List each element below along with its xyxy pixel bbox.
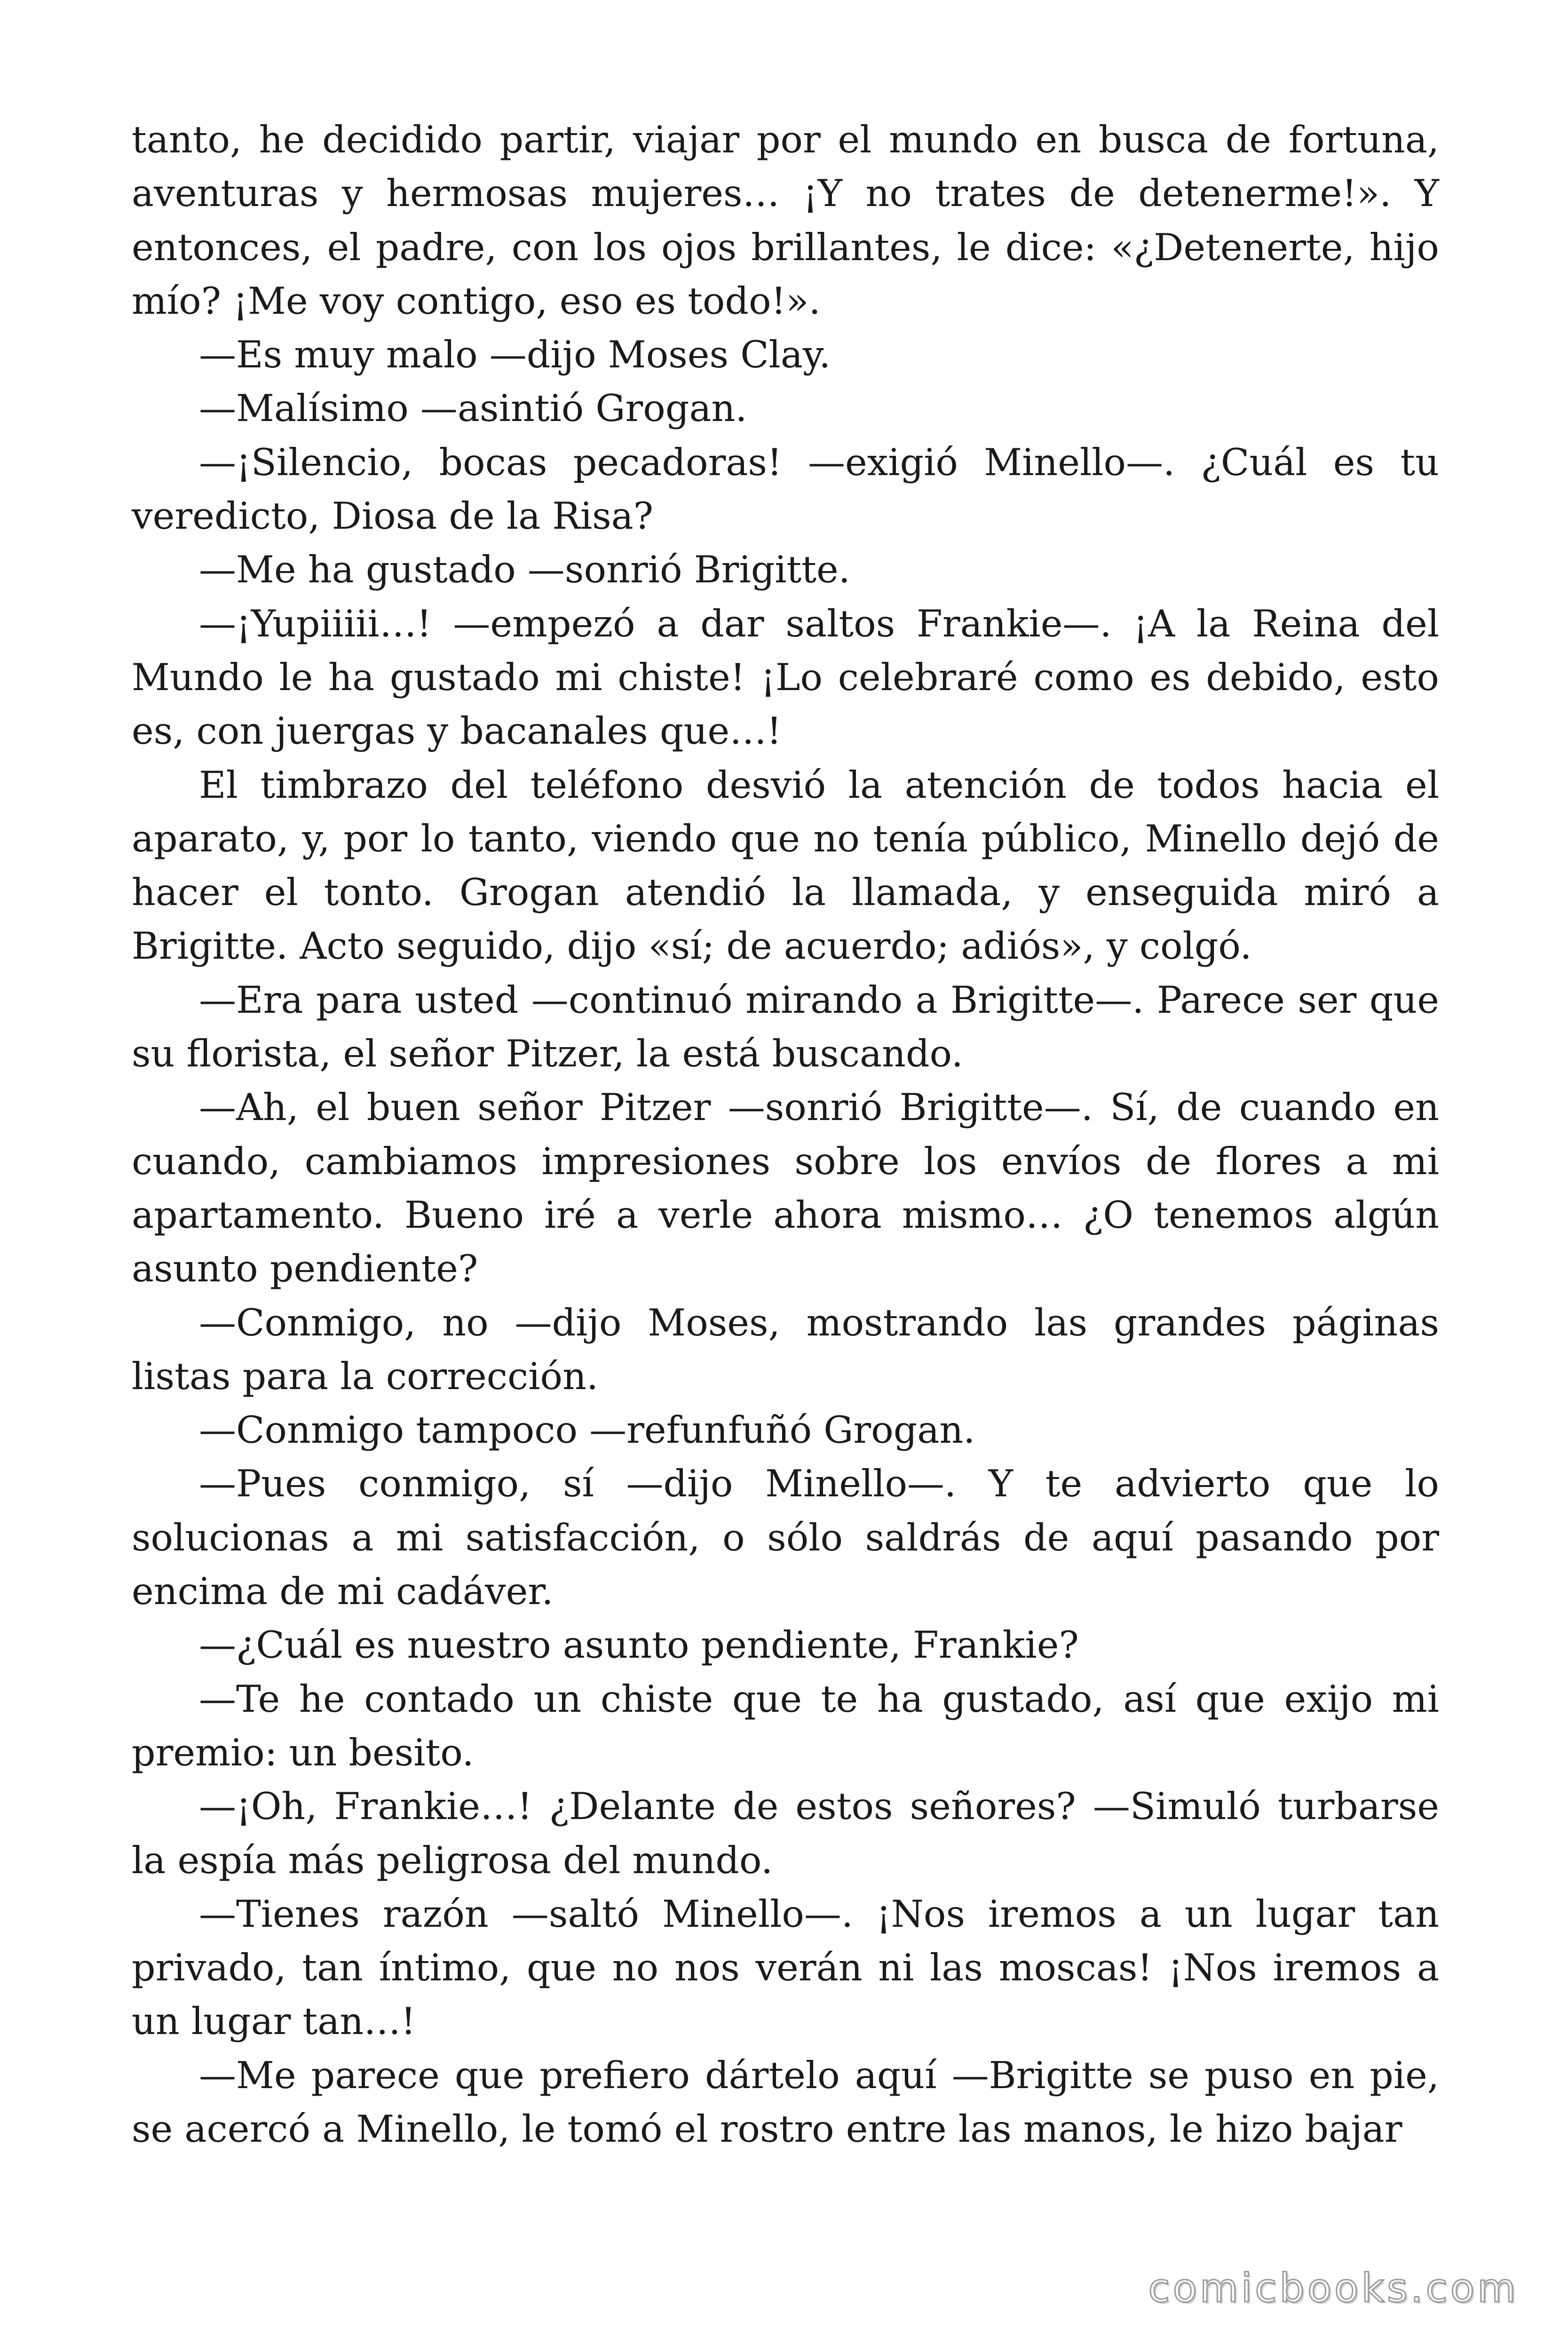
paragraph: —¿Cuál es nuestro asunto pendiente, Frankie?: [199, 1623, 1079, 1667]
paragraph: —¡Oh, Frankie…! ¿Delante de estos señores? —Simuló turbarse la espía más peligrosa del mundo.: [132, 1785, 1439, 1882]
book-page-text: [132, 113, 1439, 2156]
paragraph: —Conmigo, no —dijo Moses, mostrando las grandes páginas listas para la corrección.: [132, 1301, 1439, 1398]
paragraph: —Pues conmigo, sí —dijo Minello—. Y te advierto que lo solucionas a mi satisfacción, o sólo saldrás de aquí pasando por encima de mi cadáver.: [132, 1462, 1439, 1613]
paragraph: —Es muy malo —dijo Moses Clay.: [199, 333, 831, 377]
paragraph: —¡Silencio, bocas pecadoras! —exigió Minello—. ¿Cuál es tu veredicto, Diosa de la Risa?: [132, 440, 1439, 538]
watermark-logo: comicbooks.com: [1148, 2265, 1519, 2311]
paragraph: —¡Yupiiiii…! —empezó a dar saltos Frankie—. ¡A la Reina del Mundo le ha gustado mi chiste! ¡Lo celebraré como es debido, esto es, con juergas y bacanales que…!: [132, 602, 1439, 753]
paragraph: El timbrazo del teléfono desvió la atención de todos hacia el aparato, y, por lo tanto, viendo que no tenía público, Minello dejó de hacer el tonto. Grogan atendió la llamada, y enseguida miró a Brigitte. Acto seguido, dijo «sí; de acuerdo; adiós», y colgó.: [132, 763, 1439, 968]
paragraph: —Conmigo tampoco —refunfuñó Grogan.: [199, 1408, 975, 1452]
paragraph: —Me parece que prefiero dártelo aquí —Brigitte se puso en pie, se acercó a Minello, le tomó el rostro entre las manos, le hizo bajar: [132, 2053, 1439, 2151]
paragraph: —Me ha gustado —sonrió Brigitte.: [199, 548, 850, 592]
paragraph: tanto, he decidido partir, viajar por el mundo en busca de fortuna, aventuras y hermosas mujeres… ¡Y no trates de detenerme!». Y entonces, el padre, con los ojos brillantes, le dice: «¿Detenerte, hijo mío? ¡Me voy contigo, eso es todo!».: [132, 118, 1439, 323]
paragraph: —Ah, el buen señor Pitzer —sonrió Brigitte—. Sí, de cuando en cuando, cambiamos impresiones sobre los envíos de flores a mi apartamento. Bueno iré a verle ahora mismo… ¿O tenemos algún asunto pendiente?: [132, 1086, 1439, 1291]
paragraph: —Tienes razón —saltó Minello—. ¡Nos iremos a un lugar tan privado, tan íntimo, que no nos verán ni las moscas! ¡Nos iremos a un lugar tan…!: [132, 1892, 1439, 2043]
paragraph: —Malísimo —asintió Grogan.: [199, 387, 747, 430]
paragraph: —Te he contado un chiste que te ha gustado, así que exijo mi premio: un besito.: [132, 1677, 1439, 1774]
paragraph: —Era para usted —continuó mirando a Brigitte—. Parece ser que su florista, el señor Pitzer, la está buscando.: [132, 978, 1439, 1076]
